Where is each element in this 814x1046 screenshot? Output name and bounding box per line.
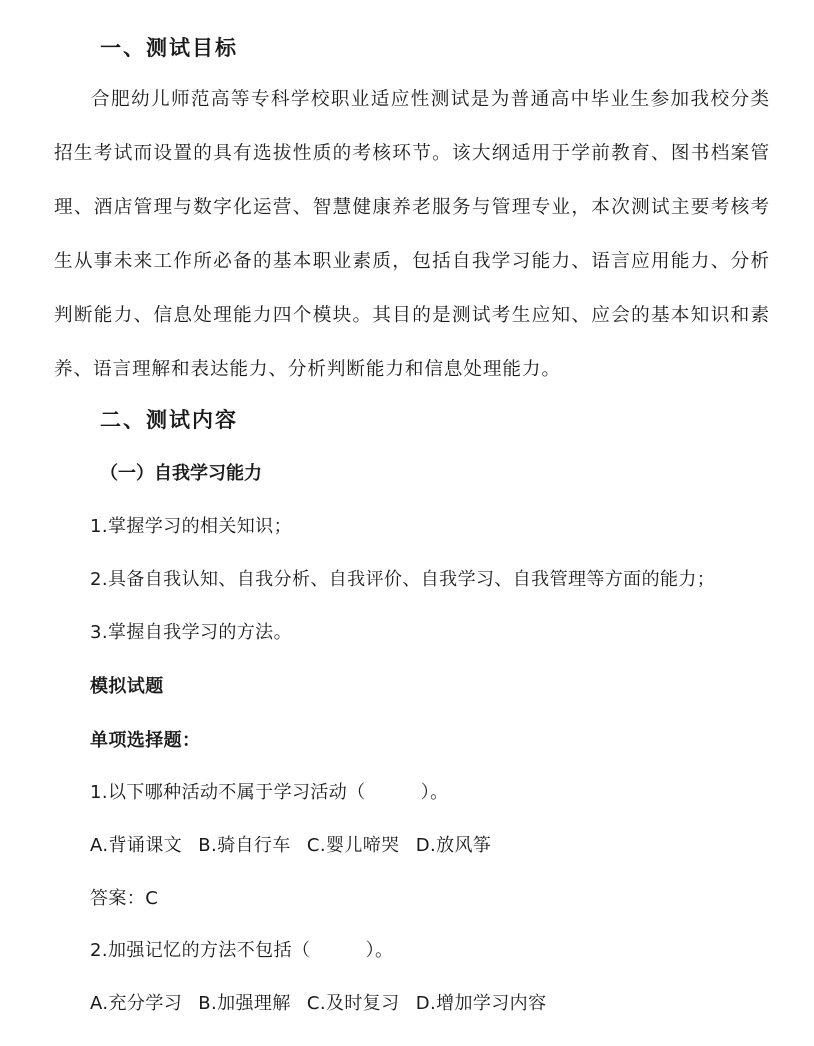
list-item: 2.具备自我认知、自我分析、自我评价、自我学习、自我管理等方面的能力；: [90, 569, 716, 590]
option-c: C.婴儿啼哭: [306, 835, 400, 856]
section-heading-goal: 一、测试目标: [100, 36, 238, 60]
question-2-options: [90, 990, 556, 1018]
question-2-stem: 2.加强记忆的方法不包括（ ）。: [90, 940, 394, 961]
option-d: D.增加学习内容: [415, 993, 547, 1014]
subsection-heading: （一）自我学习能力: [100, 463, 262, 484]
section-heading-content: 二、测试内容: [100, 408, 238, 432]
option-c: C.及时复习: [306, 993, 400, 1014]
option-d: D.放风筝: [415, 835, 492, 856]
choice-section-title: 单项选择题：: [90, 730, 201, 751]
list-item: 3.掌握自我学习的方法。: [90, 622, 292, 643]
question-1-options: [90, 832, 501, 860]
mock-exam-title: 模拟试题: [90, 676, 164, 697]
option-b: B.加强理解: [198, 993, 291, 1014]
option-a: A.背诵课文: [90, 835, 183, 856]
question-1-answer: 答案：C: [90, 888, 159, 909]
option-b: B.骑自行车: [198, 835, 291, 856]
list-item: 1.掌握学习的相关知识；: [90, 516, 292, 537]
option-a: A.充分学习: [90, 993, 183, 1014]
question-1-stem: 1.以下哪种活动不属于学习活动（ ）。: [90, 782, 449, 803]
goal-paragraph: 合肥幼儿师范高等专科学校职业适应性测试是为普通高中毕业生参加我校分类招生考试而设置的具有选拔性质的考核环节。该大纲适用于学前教育、图书档案管理、酒店管理与数字化运营、智慧健康养老服务与管理专业，本次测试主要考核考生从事未来工作所必备的基本职业素质，包括自我学习能力、语言应用能力、分析判断能力、信息处理能力四个模块。其目的是测试考生应知、应会的基本知识和素养、语言理解和表达能力、分析判断能力和信息处理能力。: [54, 89, 770, 380]
